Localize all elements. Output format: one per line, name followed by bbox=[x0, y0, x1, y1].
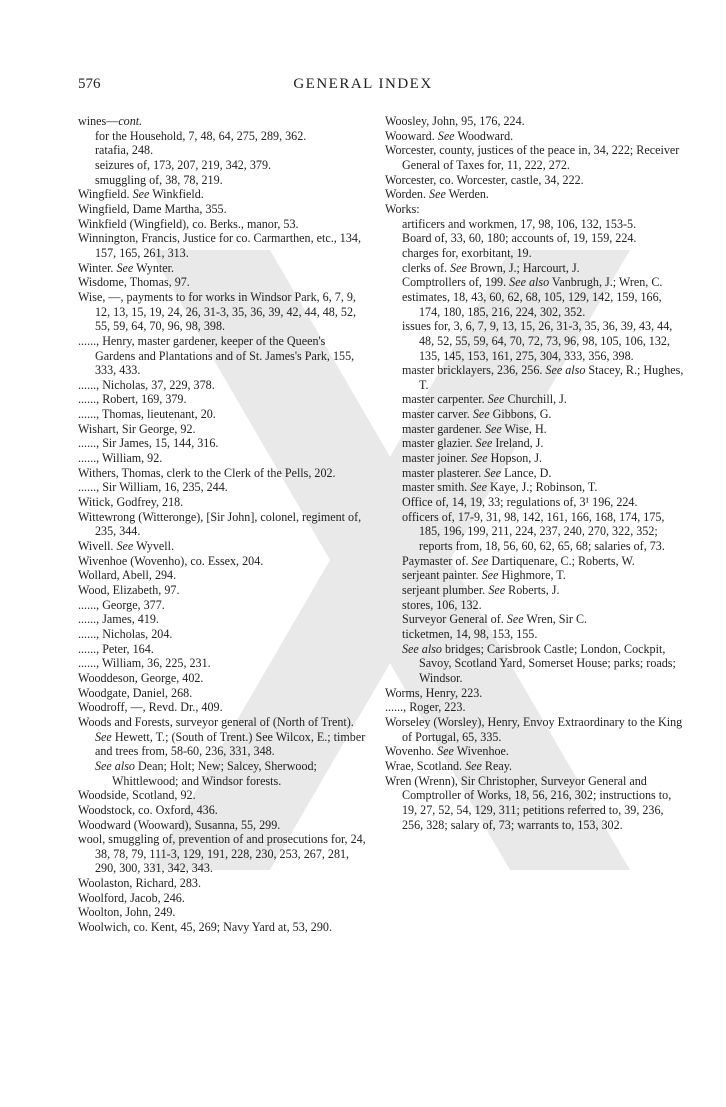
index-entry bbox=[78, 583, 368, 598]
entry-text: ......, William, 36, 225, 231. bbox=[78, 656, 211, 671]
entry-text: estimates, 18, 43, 60, 62, 68, 105, 129, 142, 159, 166, 174, 180, 185, 216, 224, 302, 352. bbox=[402, 289, 662, 319]
entry-see-reference: See bbox=[470, 480, 487, 495]
index-subentry bbox=[78, 143, 368, 158]
entry-text: stores, 106, 132. bbox=[402, 597, 482, 612]
entry-reference-target: Vanbrugh, J.; Wren, C. bbox=[549, 275, 663, 290]
entry-see-reference: See bbox=[488, 583, 506, 597]
entry-see-reference: See bbox=[471, 553, 489, 568]
entry-see-reference: See also bbox=[95, 758, 135, 773]
entry-text: smuggling of, 38, 78, 219. bbox=[95, 172, 223, 187]
entry-text: charges for, exorbitant, 19. bbox=[402, 245, 532, 260]
entry-see-reference: See bbox=[506, 612, 524, 627]
entry-reference-target: Roberts, J. bbox=[505, 583, 560, 597]
index-entry bbox=[78, 642, 368, 657]
entry-text: Wollard, Abell, 294. bbox=[78, 568, 177, 583]
index-entry bbox=[78, 627, 368, 642]
index-subentry bbox=[385, 627, 685, 642]
entry-text: Wren (Wrenn), Sir Christopher, Surveyor General and Comptroller of Works, 18, 56, 216, 302; instructions to, 19, 27, 52, 54, 129, 311; petitions referred to, 39, 236, 256, 328; salary of, 73; warrants to, 153, 302. bbox=[385, 773, 672, 832]
entry-reference-target: Lance, D. bbox=[501, 465, 552, 480]
index-entry bbox=[78, 568, 368, 583]
index-entry bbox=[385, 759, 685, 774]
index-subentry bbox=[385, 217, 685, 232]
index-subentry bbox=[385, 261, 685, 276]
entry-text: officers of, 17-9, 31, 98, 142, 161, 166, 168, 174, 175, 185, 196, 199, 211, 224, 237, 240, 270, 322, 352; reports from, 18, 56, 60, 62, 65, 68; salaries of, 73. bbox=[402, 509, 665, 554]
entry-see-reference: See bbox=[116, 260, 134, 275]
index-entry bbox=[78, 832, 368, 876]
index-entry bbox=[78, 598, 368, 613]
entry-see-reference: See bbox=[95, 729, 112, 744]
entry-text: serjeant plumber. bbox=[402, 583, 489, 597]
index-subentry bbox=[385, 510, 685, 554]
entry-see-reference: See bbox=[465, 758, 482, 773]
entry-text: ......, Robert, 169, 379. bbox=[78, 392, 187, 407]
entry-text: Winter. bbox=[78, 260, 117, 275]
entry-reference-target: Wise, H. bbox=[501, 421, 547, 436]
index-subentry bbox=[385, 246, 685, 261]
entry-see-reference: See bbox=[450, 260, 467, 275]
entry-text: Wingfield, Dame Martha, 355. bbox=[78, 201, 227, 216]
index-subentry bbox=[385, 466, 685, 481]
index-entry bbox=[78, 407, 368, 422]
index-subentry bbox=[385, 231, 685, 246]
entry-text: ......, Thomas, lieutenant, 20. bbox=[78, 407, 216, 422]
index-subentry bbox=[78, 158, 368, 173]
entry-text: wool, smuggling of, prevention of and prosecutions for, 24, 38, 78, 79, 111-3, 129, 191, 228, 230, 253, 267, 281, 290, 300, 331, 342, 343. bbox=[78, 832, 366, 876]
entry-text: Witick, Godfrey, 218. bbox=[78, 495, 184, 510]
entry-reference-target: Stacey, R.; Hughes, T. bbox=[419, 363, 684, 392]
index-entry bbox=[78, 715, 368, 759]
entry-text: issues for, 3, 6, 7, 9, 13, 15, 26, 31-3, 35, 36, 39, 43, 44, 48, 52, 55, 59, 64, 70, 72, 73, 96, 98, 105, 106, 132, 135, 145, 153, 161, 275, 304, 333, 356, 398. bbox=[402, 319, 673, 363]
entry-text: Woods and Forests, surveyor general of (North of Trent). bbox=[78, 714, 354, 729]
index-subentry bbox=[78, 173, 368, 188]
entry-text: Board of, 33, 60, 180; accounts of, 19, 159, 224. bbox=[402, 231, 637, 246]
entry-text: Wise, —, payments to for works in Windsor Park, 6, 7, 9, 12, 13, 15, 19, 24, 26, 31-3, 35, 36, 39, 42, 44, 48, 52, 55, 59, 64, 70, 96, 98, 398. bbox=[78, 289, 357, 334]
index-entry bbox=[78, 114, 368, 129]
entry-text: Woodgate, Daniel, 268. bbox=[78, 685, 193, 700]
entry-reference-target: Winkfield. bbox=[149, 187, 204, 202]
index-entry bbox=[78, 187, 368, 202]
index-column-right bbox=[385, 114, 685, 832]
index-subentry bbox=[385, 407, 685, 422]
index-subentry bbox=[385, 612, 685, 627]
index-entry bbox=[385, 143, 685, 172]
entry-reference-target: Wivenhoe. bbox=[453, 744, 509, 759]
index-entry bbox=[385, 114, 685, 129]
entry-text: master bricklayers, 236, 256. bbox=[402, 363, 546, 378]
index-entry bbox=[78, 554, 368, 569]
index-entry bbox=[78, 920, 368, 935]
entry-see-reference: See bbox=[472, 407, 490, 422]
entry-see-reference: See bbox=[132, 187, 150, 202]
entry-text: ......, James, 419. bbox=[78, 612, 159, 627]
entry-text: Worcester, co. Worcester, castle, 34, 222. bbox=[385, 172, 584, 187]
entry-see-reference: See also bbox=[545, 363, 586, 378]
index-subentry bbox=[385, 598, 685, 613]
entry-see-reference: See bbox=[481, 568, 499, 583]
entry-text: master carver. bbox=[402, 407, 473, 422]
index-subentry bbox=[385, 554, 685, 569]
index-subentry bbox=[385, 642, 685, 686]
entry-see-reference: See bbox=[475, 436, 493, 451]
index-entry bbox=[78, 905, 368, 920]
entry-text: master carpenter. bbox=[402, 392, 488, 407]
index-entry bbox=[78, 510, 368, 539]
entry-text: Woodside, Scotland, 92. bbox=[78, 788, 196, 803]
entry-text: Wood, Elizabeth, 97. bbox=[78, 583, 180, 597]
index-entry bbox=[78, 818, 368, 833]
index-entry bbox=[78, 231, 368, 260]
entry-text: Wivell. bbox=[78, 539, 117, 554]
index-subentry bbox=[385, 495, 685, 510]
entry-text: serjeant painter. bbox=[402, 568, 482, 583]
entry-text: Worms, Henry, 223. bbox=[385, 685, 483, 700]
index-entry bbox=[385, 129, 685, 144]
entry-text: Wooddeson, George, 402. bbox=[78, 670, 204, 685]
entry-text: Wingfield. bbox=[78, 187, 133, 202]
entry-reference-target: Gibbons, G. bbox=[489, 407, 552, 422]
index-subentry bbox=[385, 480, 685, 495]
entry-text: Woodward (Wooward), Susanna, 55, 299. bbox=[78, 817, 281, 832]
entry-reference-target: Hewett, T.; (South of Trent.) See Wilcox, E.; timber and trees from, 58-60, 236, 331, 348. bbox=[95, 729, 366, 759]
entry-text: Winnington, Francis, Justice for co. Carmarthen, etc., 134, 157, 165, 261, 313. bbox=[78, 231, 361, 260]
index-entry bbox=[78, 686, 368, 701]
entry-text: master glazier. bbox=[402, 436, 476, 451]
index-entry bbox=[385, 202, 685, 217]
index-entry bbox=[385, 686, 685, 701]
index-entry bbox=[78, 495, 368, 510]
entry-see-reference: See bbox=[470, 451, 488, 466]
entry-text: Withers, Thomas, clerk to the Clerk of the Pells, 202. bbox=[78, 465, 336, 480]
index-column-left bbox=[78, 114, 368, 935]
entry-reference-target: Kaye, J.; Robinson, T. bbox=[486, 480, 598, 495]
entry-text: Woolwich, co. Kent, 45, 269; Navy Yard at, 53, 290. bbox=[78, 920, 332, 935]
entry-text: Wooward. bbox=[385, 128, 438, 143]
entry-text: Wivenhoe (Wovenho), co. Essex, 204. bbox=[78, 553, 264, 568]
index-entry bbox=[78, 891, 368, 906]
entry-text: Wisdome, Thomas, 97. bbox=[78, 275, 190, 290]
entry-text: Wovenho. bbox=[385, 744, 438, 759]
index-subentry bbox=[385, 290, 685, 319]
entry-text: Paymaster of. bbox=[402, 553, 472, 568]
entry-text: Woolford, Jacob, 246. bbox=[78, 890, 185, 905]
index-subentry bbox=[78, 759, 368, 788]
entry-reference-target: Wynter. bbox=[133, 260, 174, 275]
entry-text: Winkfield (Wingfield), co. Berks., manor, 53. bbox=[78, 216, 299, 231]
entry-text: Wittewrong (Witteronge), [Sir John], colonel, regiment of, 235, 344. bbox=[78, 509, 362, 539]
index-entry bbox=[385, 187, 685, 202]
entry-see-reference: cont. bbox=[118, 114, 143, 128]
entry-text: master smith. bbox=[402, 480, 471, 495]
entry-see-reference: See bbox=[437, 128, 455, 143]
index-subentry bbox=[385, 319, 685, 363]
index-entry bbox=[78, 261, 368, 276]
page-number: 576 bbox=[78, 76, 101, 92]
index-entry bbox=[78, 656, 368, 671]
entry-text: for the Household, 7, 48, 64, 275, 289, 362. bbox=[95, 128, 307, 143]
index-entry bbox=[78, 217, 368, 232]
entry-text: ......, Roger, 223. bbox=[385, 700, 466, 715]
entry-reference-target: Wren, Sir C. bbox=[523, 612, 588, 627]
index-subentry bbox=[385, 363, 685, 392]
index-subentry bbox=[385, 422, 685, 437]
entry-text: seizures of, 173, 207, 219, 342, 379. bbox=[95, 157, 272, 172]
entry-text: Works: bbox=[385, 201, 420, 216]
entry-text: Woosley, John, 95, 176, 224. bbox=[385, 114, 525, 128]
entry-see-reference: See also bbox=[509, 275, 550, 290]
index-entry bbox=[78, 671, 368, 686]
entry-text: master gardener. bbox=[402, 421, 485, 436]
index-entry bbox=[78, 700, 368, 715]
entry-reference-target: Brown, J.; Harcourt, J. bbox=[466, 260, 580, 275]
entry-see-reference: See bbox=[437, 744, 454, 759]
index-entry bbox=[78, 378, 368, 393]
entry-text: ......, Henry, master gardener, keeper of the Queen's Gardens and Plantations and of St. James's Park, 155, 333, 433. bbox=[78, 333, 355, 378]
entry-reference-target: Hopson, J. bbox=[487, 451, 543, 466]
index-entry bbox=[78, 422, 368, 437]
entry-text: Surveyor General of. bbox=[402, 612, 507, 627]
entry-text: Wishart, Sir George, 92. bbox=[78, 421, 196, 436]
running-head: GENERAL INDEX bbox=[293, 76, 433, 92]
index-entry bbox=[78, 466, 368, 481]
entry-text: Comptrollers of, 199. bbox=[402, 275, 510, 290]
index-subentry bbox=[385, 583, 685, 598]
index-subentry bbox=[385, 275, 685, 290]
entry-text: Woodroff, —, Revd. Dr., 409. bbox=[78, 700, 223, 715]
entry-text: ......, Nicholas, 204. bbox=[78, 626, 173, 641]
index-entry bbox=[385, 715, 685, 744]
entry-text: Worseley (Worsley), Henry, Envoy Extraordinary to the King of Portugal, 65, 335. bbox=[385, 714, 683, 744]
entry-see-reference: See bbox=[484, 465, 502, 480]
index-subentry bbox=[385, 436, 685, 451]
entry-text: artificers and workmen, 17, 98, 106, 132, 153-5. bbox=[402, 216, 637, 231]
entry-text: ......, Nicholas, 37, 229, 378. bbox=[78, 377, 215, 392]
entry-see-reference: See bbox=[116, 539, 134, 554]
entry-reference-target: Reay. bbox=[481, 758, 513, 773]
entry-text: ......, William, 92. bbox=[78, 451, 163, 466]
entry-text: ......, Sir William, 16, 235, 244. bbox=[78, 480, 228, 495]
index-entry bbox=[385, 774, 685, 833]
entry-text: Worcester, county, justices of the peace in, 34, 222; Receiver General of Taxes for, 11, 222, 272. bbox=[385, 143, 680, 172]
entry-text: Woodstock, co. Oxford, 436. bbox=[78, 802, 218, 817]
entry-reference-target: Werden. bbox=[445, 187, 489, 202]
index-entry bbox=[78, 788, 368, 803]
index-entry bbox=[78, 612, 368, 627]
entry-see-reference: See bbox=[484, 421, 502, 436]
entry-reference-target: Wyvell. bbox=[133, 539, 174, 554]
index-subentry bbox=[78, 129, 368, 144]
index-subentry bbox=[385, 568, 685, 583]
entry-reference-target: Highmore, T. bbox=[498, 568, 566, 583]
entry-text: Worden. bbox=[385, 187, 430, 202]
entry-text: ......, Sir James, 15, 144, 316. bbox=[78, 436, 219, 451]
index-entry bbox=[78, 451, 368, 466]
index-entry bbox=[78, 334, 368, 378]
entry-reference-target: Dartiquenare, C.; Roberts, W. bbox=[488, 553, 635, 568]
entry-text: master plasterer. bbox=[402, 465, 485, 480]
entry-text: wines— bbox=[78, 114, 119, 128]
entry-text: ratafia, 248. bbox=[95, 143, 154, 158]
index-entry bbox=[385, 173, 685, 188]
index-entry bbox=[385, 700, 685, 715]
entry-reference-target: Dean; Holt; New; Salcey, Sherwood; Whittlewood; and Windsor forests. bbox=[112, 758, 317, 788]
entry-text: Woolton, John, 249. bbox=[78, 905, 176, 920]
entry-text: ......, Peter, 164. bbox=[78, 641, 154, 656]
index-subentry bbox=[385, 451, 685, 466]
entry-reference-target: Churchill, J. bbox=[504, 392, 567, 407]
entry-reference-target: Woodward. bbox=[454, 128, 514, 143]
index-entry bbox=[78, 876, 368, 891]
index-entry bbox=[78, 275, 368, 290]
index-entry bbox=[78, 202, 368, 217]
entry-see-reference: See bbox=[429, 187, 446, 202]
index-subentry bbox=[385, 392, 685, 407]
entry-text: Woolaston, Richard, 283. bbox=[78, 876, 201, 891]
entry-text: Office of, 14, 19, 33; regulations of, 3¹ 196, 224. bbox=[402, 495, 638, 510]
entry-see-reference: See bbox=[487, 392, 505, 407]
index-entry bbox=[385, 744, 685, 759]
entry-text: Wrae, Scotland. bbox=[385, 758, 466, 773]
index-entry bbox=[78, 539, 368, 554]
index-entry bbox=[78, 436, 368, 451]
index-entry bbox=[78, 480, 368, 495]
index-entry bbox=[78, 290, 368, 334]
entry-text: clerks of. bbox=[402, 260, 451, 275]
entry-see-reference: See also bbox=[402, 641, 442, 656]
index-entry bbox=[78, 803, 368, 818]
entry-reference-target: bridges; Carisbrook Castle; London, Cockpit, Savoy, Scotland Yard, Somerset House; parks; roads; Windsor. bbox=[419, 641, 676, 685]
index-entry bbox=[78, 392, 368, 407]
entry-text: ......, George, 377. bbox=[78, 597, 165, 612]
entry-text: master joiner. bbox=[402, 451, 471, 466]
entry-text: ticketmen, 14, 98, 153, 155. bbox=[402, 626, 538, 641]
entry-reference-target: Ireland, J. bbox=[492, 436, 544, 451]
